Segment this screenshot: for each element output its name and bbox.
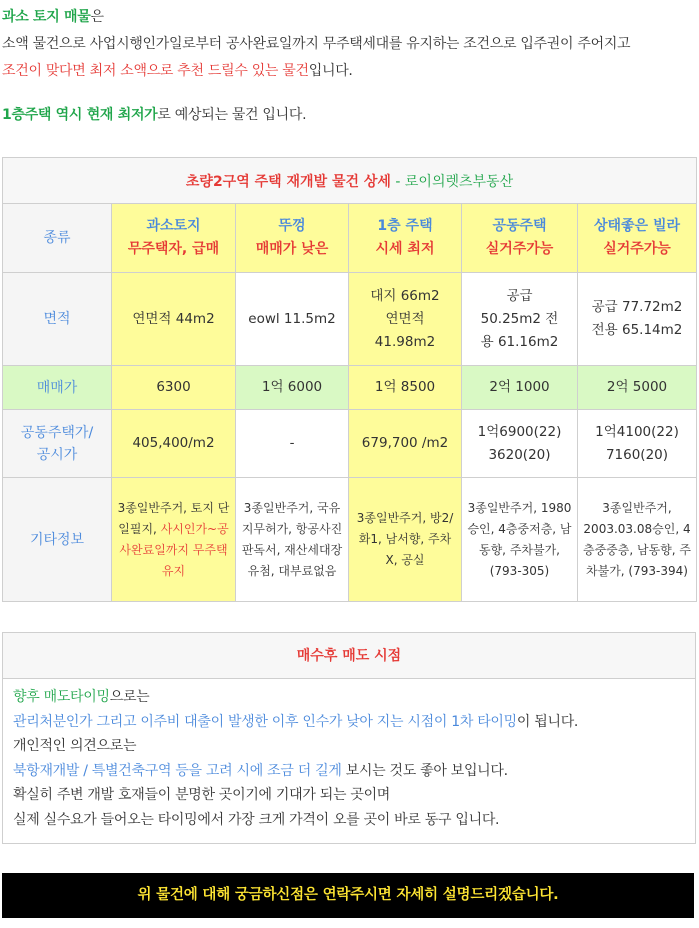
intro-line-2: 소액 물건으로 사업시행인가일로부터 공사완료일까지 무주택세대를 유지하는 조건으로 입주권이 주어지고 [2, 36, 631, 52]
col-head-1 [112, 204, 236, 273]
row-label-public-price [3, 410, 112, 478]
col-head-3 [349, 204, 462, 273]
table-title [3, 158, 697, 204]
sale-timing-p4-blue: 북항재개발 / 특별건축구역 등을 고려 시에 조금 더 길게 [13, 762, 342, 779]
cell-price-3: 1억 8500 [349, 366, 462, 410]
cell-area-4-line3: 용 61.16m2 [480, 333, 559, 350]
col-head-3-line2: 시세 최저 [375, 241, 435, 257]
cell-public-1: 405,400/m2 [112, 410, 236, 478]
col-head-5-line1: 상태좋은 빌라 [593, 218, 681, 234]
sale-timing-p1 [13, 685, 685, 710]
sale-timing-p1-rest: 으로는 [109, 689, 150, 705]
cell-area-5 [578, 273, 697, 366]
sale-timing-p2 [13, 710, 685, 735]
cell-etc-1-text: 3종일반주거, 토지 단일필지, [117, 500, 230, 536]
sale-timing-p4 [13, 759, 685, 784]
cell-area-1: 연면적 44m2 [112, 273, 236, 366]
cell-area-4-line2: 50.25m2 전 [480, 310, 559, 327]
cell-price-5: 2억 5000 [578, 366, 697, 410]
sale-timing-p1-green: 향후 매도타이밍 [13, 689, 110, 705]
cell-area-4-line1: 공급 [506, 287, 533, 304]
sale-timing-p5: 확실히 주변 개발 호재들이 분명한 곳이기에 기대가 되는 곳이며 [13, 787, 391, 803]
cell-area-3-line1: 대지 66m2 [370, 287, 440, 304]
row-label-type: 종류 [3, 204, 112, 273]
table-title-sub: - 로이의렛츠부동산 [390, 173, 514, 190]
intro-line-4 [2, 103, 306, 127]
col-head-5 [578, 204, 697, 273]
sale-timing-p6: 실제 실수요가 들어오는 타이밍에서 가장 크게 가격이 오를 곳이 바로 동구 입니다. [13, 811, 500, 828]
col-head-4-line2: 실거주가능 [485, 241, 554, 257]
cell-etc-3: 3종일반주거, 방2/화1, 남서향, 주차X, 공실 [349, 478, 462, 602]
sale-timing-title: 매수후 매도 시점 [3, 633, 695, 679]
col-head-1-line2: 무주택자, 급매 [127, 241, 220, 257]
cell-public-5-line1: 1억4100(22) [595, 423, 679, 440]
cell-area-3-line3: 41.98m2 [374, 333, 436, 350]
col-head-1-line1: 과소토지 [146, 218, 201, 234]
cell-public-5 [578, 410, 697, 478]
intro-line-4-rest: 로 예상되는 물건 입니다. [157, 107, 307, 123]
intro-section [2, 4, 697, 85]
cell-etc-1-red: 사시인가~공사완료일까지 무주택유지 [119, 521, 229, 578]
cell-public-2: - [236, 410, 349, 478]
intro-line-1-rest: 은 [90, 9, 104, 25]
row-label-price: 매매가 [3, 366, 112, 410]
sale-timing-p3: 개인적인 의견으로는 [13, 738, 137, 754]
cell-price-1: 6300 [112, 366, 236, 410]
intro-highlight: 과소 토지 매물 [2, 9, 91, 25]
col-head-2-line1: 뚜껑 [278, 218, 306, 234]
col-head-4 [462, 204, 578, 273]
property-table [2, 157, 697, 602]
sale-timing-p2-blue: 관리처분인가 그리고 이주비 대출이 발생한 이후 인수가 낮아 지는 시점이 1차 타이밍 [13, 713, 517, 730]
cell-area-2: eowl 11.5m2 [236, 273, 349, 366]
col-head-5-line2: 실거주가능 [603, 241, 671, 257]
cell-area-5-line1: 공급 77.72m2 [591, 299, 683, 315]
row-label-public-price-line2: 공시가 [36, 446, 78, 463]
cell-area-5-line2: 전용 65.14m2 [591, 322, 683, 338]
sale-timing-box [2, 632, 696, 844]
cell-public-3: 679,700 /m2 [349, 410, 462, 478]
row-label-area: 면적 [3, 273, 112, 366]
cell-area-3 [349, 273, 462, 366]
cell-price-2: 1억 6000 [236, 366, 349, 410]
intro-line-1 [2, 4, 697, 31]
cell-etc-2: 3종일반주거, 국유지무허가, 항공사진판독서, 재산세대장 유첨, 대부료없음 [236, 478, 349, 602]
cell-price-4: 2억 1000 [462, 366, 578, 410]
sale-timing-p4-rest: 보시는 것도 좋아 보입니다. [341, 762, 508, 779]
contact-banner: 위 물건에 대해 궁금하신점은 연락주시면 자세히 설명드리겠습니다. [2, 873, 694, 918]
intro-line-3 [2, 58, 697, 85]
intro-line-3-rest: 입니다. [308, 63, 353, 79]
cell-area-3-line2: 연면적 [385, 310, 425, 327]
cell-etc-5: 3종일반주거, 2003.03.08승인, 4층중중층, 남동향, 주차불가, (793-394) [578, 478, 697, 602]
cell-etc-1 [112, 478, 236, 602]
col-head-2 [236, 204, 349, 273]
cell-area-4 [462, 273, 578, 366]
cell-public-5-line2: 7160(20) [605, 446, 669, 463]
col-head-2-line2: 매매가 낮은 [255, 241, 329, 257]
cell-public-4-line1: 1억6900(22) [477, 423, 562, 440]
row-label-public-price-line1: 공동주택가/ [20, 424, 94, 441]
intro-line-3-red: 조건이 맞다면 최저 소액으로 추천 드릴수 있는 물건 [2, 63, 309, 79]
cell-etc-4: 3종일반주거, 1980승인, 4층중저층, 남동향, 주차불가, (793-305) [462, 478, 578, 602]
cell-public-4 [462, 410, 578, 478]
col-head-4-line1: 공동주택 [492, 218, 547, 234]
col-head-3-line1: 1층 주택 [377, 218, 433, 234]
table-title-main: 초량2구역 주택 재개발 물건 상세 [185, 173, 391, 190]
cell-public-4-line2: 3620(20) [488, 446, 551, 463]
intro-line-4-highlight: 1층주택 역시 현재 최저가 [2, 107, 158, 123]
row-label-etc: 기타정보 [3, 478, 112, 602]
sale-timing-body [3, 679, 695, 832]
sale-timing-p2-rest: 이 됩니다. [516, 713, 579, 730]
